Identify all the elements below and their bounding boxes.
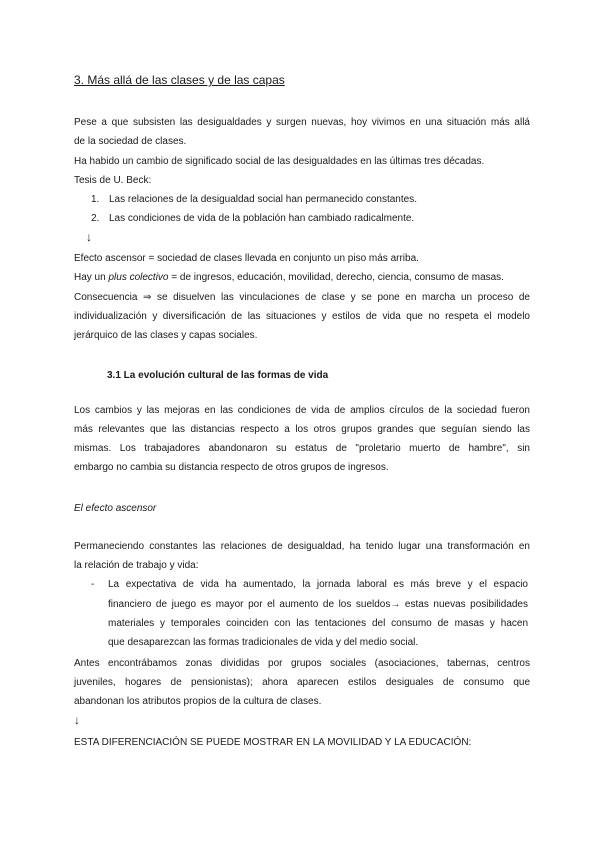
subsection-title: 3.1 La evolución cultural de las formas de vida [107,370,329,381]
bullet-line-1: La expectativa de vida ha aumentado, la jornada laboral es más breve y el espacio [108,579,528,590]
thesis-label: Tesis de U. Beck: [74,175,152,186]
evolution-line-1: Los cambios y las mejoras en las condiciones de vida de amplios círculos de la sociedad fueron [74,405,530,416]
thesis-item-text: Las condiciones de vida de la población han cambiado radicalmente. [109,213,415,224]
down-arrow-icon: ↓ [74,713,80,727]
down-arrow-icon: ↓ [86,230,92,244]
evolution-line-2: más relevantes que las distancias respecto a los otros grupos grandes que seguían siendo las [74,424,530,435]
intro-line-3: Ha habido un cambio de significado social de las desigualdades en las últimas tres décadas. [74,156,485,167]
conclusion-line: ESTA DIFERENCIACIÓN SE PUEDE MOSTRAR EN LA MOVILIDAD Y LA EDUCACIÓN: [74,737,472,748]
elevator-definition: Efecto ascensor = sociedad de clases llevada en conjunto un piso más arriba. [74,253,419,264]
collective-plus-line [74,271,530,284]
before-line-3: abandonan los atributos propios de la cultura de clases. [74,696,322,707]
consequence-line-2: individualización y diversificación de las situaciones y estilos de vida que no respeta el modelo [74,311,530,322]
collective-prefix: Hay un [74,272,109,283]
evolution-line-4: embargo no cambia su distancia respecto de otros grupos de ingresos. [74,462,389,473]
constant-line-1: Permaneciendo constantes las relaciones de desigualdad, ha tenido lugar una transformación en [74,541,530,552]
effect-heading: El efecto ascensor [74,503,157,514]
bullet-line-4: que desaparezcan las formas tradicionales de vida y del medio social. [108,637,419,648]
thesis-item-2 [91,212,491,225]
consequence-line-1: Consecuencia ⇒ se disuelven las vinculaciones de clase y se pone en marcha un proceso de [74,292,530,303]
intro-line-1: Pese a que subsisten las desigualdades y surgen nuevas, hoy vivimos en una situación más allá [74,117,530,128]
section-title: 3. Más allá de las clases y de las capas [74,73,285,87]
thesis-item-1 [91,193,491,206]
collective-suffix: = de ingresos, educación, movilidad, derecho, ciencia, consumo de masas. [168,272,504,283]
bullet-dash: - [91,579,95,590]
before-line-2: juveniles, hogares de pensionistas); ahora aparecen estilos desiguales de consumo que [74,677,530,688]
bullet-line-2: financiero de juego es mayor por el aumento de los sueldos→ estas nuevas posibilidades [108,599,528,610]
collective-term: plus colectivo [108,272,169,283]
consequence-line-3: jerárquico de las clases y capas sociales. [74,330,258,341]
thesis-item-number: 2. [91,213,100,224]
constant-line-2: la relación de trabajo y vida: [74,560,199,571]
thesis-item-number: 1. [91,194,100,205]
thesis-item-text: Las relaciones de la desigualdad social han permanecido constantes. [109,194,417,205]
evolution-line-3: mismas. Los trabajadores abandonaron su estatus de "proletario muerto de hambre", sin [74,443,530,454]
intro-line-2: de la sociedad de clases. [74,136,187,147]
bullet-line-3: materiales y temporales coinciden con las tentaciones del consumo de masas y hacen [108,618,528,629]
before-line-1: Antes encontrábamos zonas divididas por grupos sociales (asociaciones, tabernas, centros [74,658,530,669]
